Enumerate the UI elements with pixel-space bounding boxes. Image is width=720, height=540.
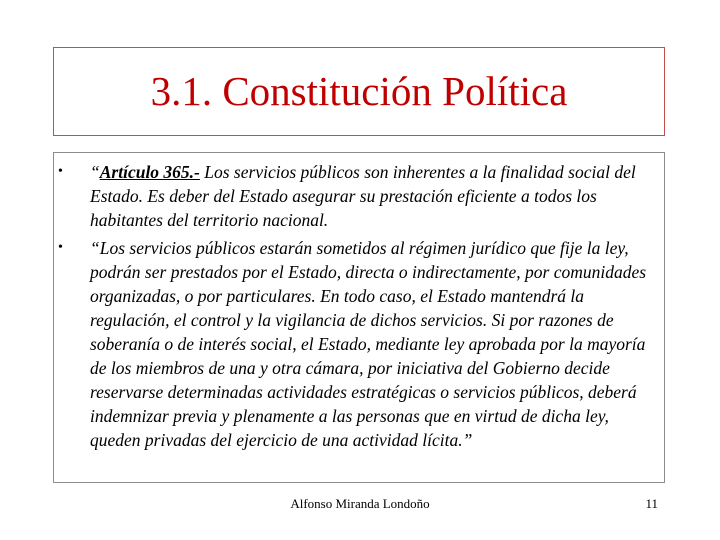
bullet-list [54,153,666,452]
bullet-item-article-365 [54,160,666,232]
content-box [53,152,665,483]
bullet-icon: • [58,240,63,255]
bullet-icon: • [58,164,63,179]
bullet-text: “Los servicios públicos estarán sometidos al régimen jurídico que fije la ley, podrán ser prestados por el Estado, directa o indirectamente, por comunidades organizadas, o por particulares. En todo caso, el Estado mantendrá la regulación, el control y la vigilancia de dichos servicios. Si por razones de soberanía o de interés social, el Estado, mediante ley aprobada por la mayoría de los miembros de una y otra cámara, por iniciativa del Gobierno decide reservarse determinadas actividades estratégicas o servicios públicos, deberá indemnizar previa y plenamente a las personas que en virtud de dicha ley, queden privadas del ejercicio de una actividad lícita.” [90,238,647,450]
footer-author: Alfonso Miranda Londoño [290,496,430,511]
bullet-text: Los servicios públicos son inherentes a la finalidad social del Estado. Es deber del Estado asegurar su prestación eficiente a todos los habitantes del territorio nacional. [90,162,636,230]
open-quote: “ [90,162,100,182]
page-number: 11 [645,496,658,511]
article-reference: Artículo 365.- [99,162,200,182]
slide-title: 3.1. Constitución Política [150,68,568,114]
slide-title-box [53,47,665,136]
bullet-item-regimen [54,236,666,452]
